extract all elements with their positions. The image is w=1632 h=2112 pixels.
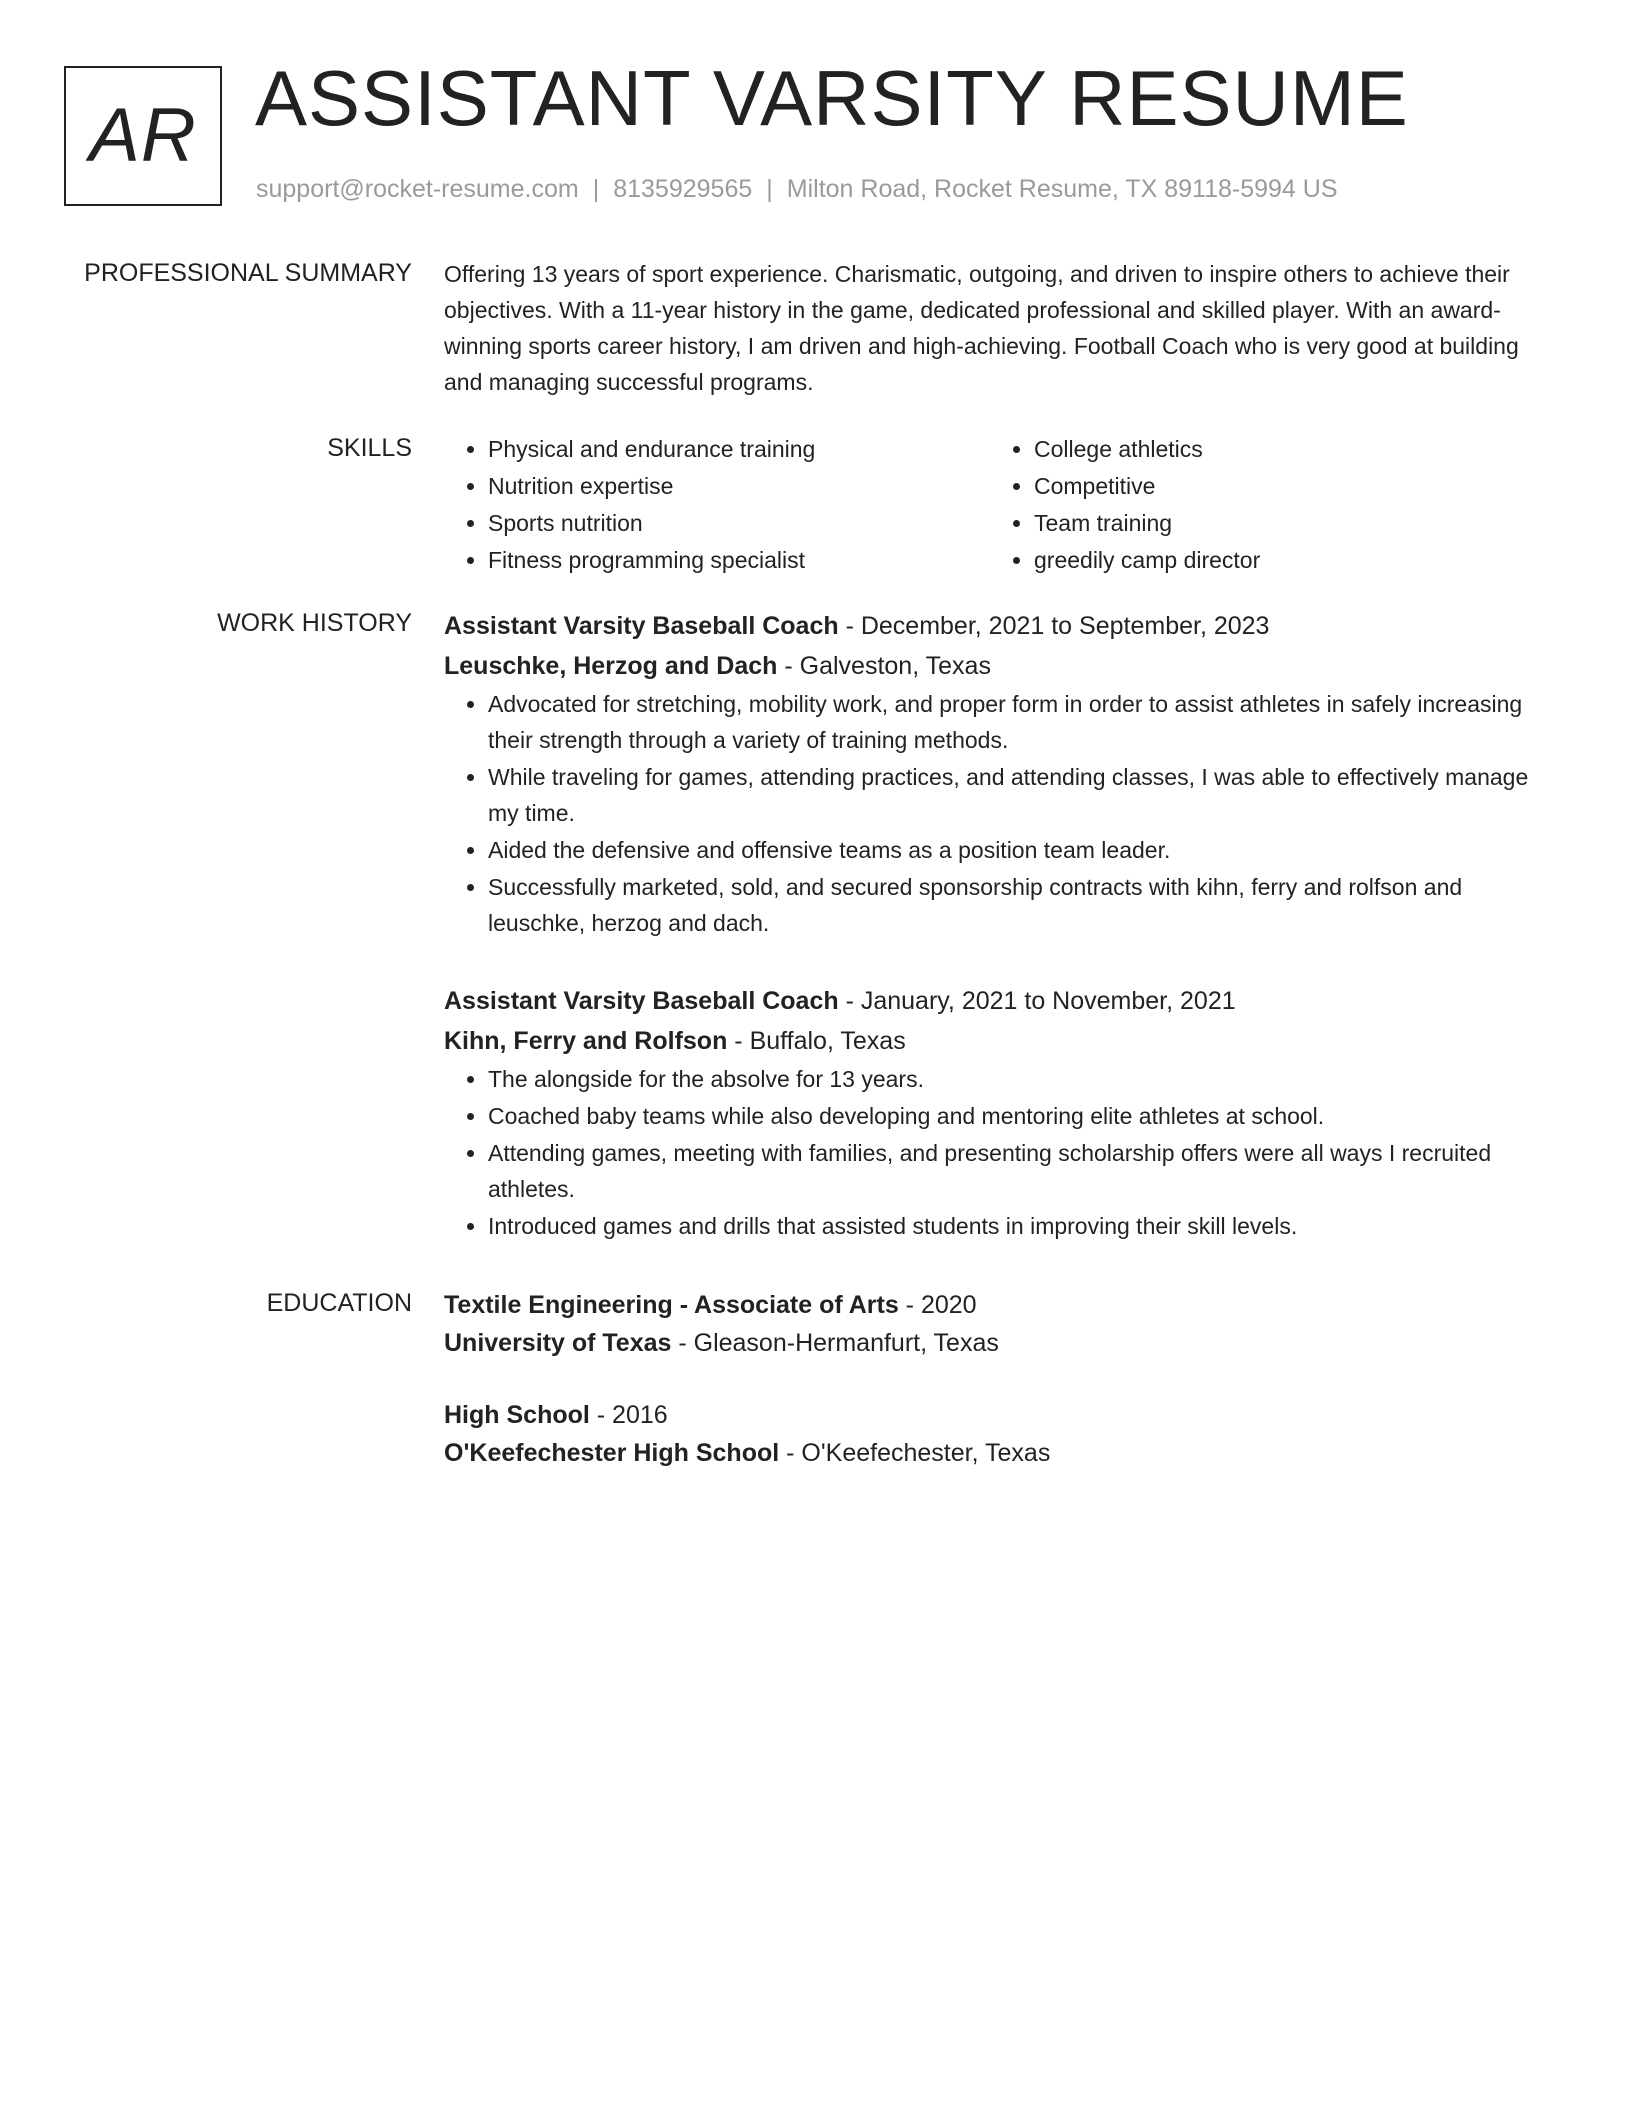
education-school-line [444, 1434, 1554, 1472]
contact-email: support@rocket-resume.com [256, 175, 579, 203]
section-label-work: WORK HISTORY [217, 609, 412, 637]
section-label-skills: SKILLS [327, 434, 412, 462]
job-location: - Buffalo, Texas [727, 1027, 906, 1055]
education-year: - 2016 [589, 1401, 668, 1429]
education-degree: High School [444, 1401, 590, 1429]
contact-separator: | [592, 175, 600, 203]
job-company-line [444, 1021, 1554, 1061]
job-bullet: • Aided the defensive and offensive teams as a position team leader. [488, 832, 1554, 868]
skill-item: • Fitness programming specialist [488, 542, 990, 578]
summary-text: Offering 13 years of sport experience. Charismatic, outgoing, and driven to inspire others to achieve their objectives. With a 11-year history in the game, dedicated professional and skilled player. With an award-winning sports career history, I am driven and high-achieving. Football Coach who is very good at building and managing successful programs. [444, 261, 1519, 395]
education-degree: Textile Engineering - Associate of Arts [444, 1291, 899, 1319]
education-location: - O'Keefechester, Texas [779, 1439, 1051, 1467]
education-body [444, 1286, 1554, 1472]
summary-body [444, 256, 1554, 400]
job-bullets [444, 1061, 1554, 1244]
job-location: - Galveston, Texas [777, 652, 991, 680]
job-bullet: • Attending games, meeting with families, and presenting scholarship offers were all ways I recruited athletes. [488, 1135, 1554, 1207]
section-label-summary: PROFESSIONAL SUMMARY [84, 259, 412, 287]
education-school: O'Keefechester High School [444, 1439, 780, 1467]
job-bullet: • The alongside for the absolve for 13 years. [488, 1061, 1554, 1097]
job-entry [444, 981, 1554, 1244]
job-bullet: • Advocated for stretching, mobility work, and proper form in order to assist athletes in safely increasing their strength through a variety of training methods. [488, 686, 1554, 758]
skills-column-right [990, 431, 1536, 579]
skill-item: • Team training [1034, 505, 1536, 541]
job-bullets [444, 686, 1554, 941]
education-location: - Gleason-Hermanfurt, Texas [671, 1329, 999, 1357]
resume-title: ASSISTANT VARSITY RESUME [255, 54, 1409, 142]
job-company: Kihn, Ferry and Rolfson [444, 1027, 728, 1055]
job-company: Leuschke, Herzog and Dach [444, 652, 778, 680]
job-dates: - January, 2021 to November, 2021 [838, 987, 1236, 1015]
job-entry [444, 606, 1554, 941]
education-school: University of Texas [444, 1329, 672, 1357]
skill-item: • greedily camp director [1034, 542, 1536, 578]
skill-item: • Nutrition expertise [488, 468, 990, 504]
contact-line [256, 172, 1338, 206]
contact-address: Milton Road, Rocket Resume, TX 89118-5994 US [786, 175, 1338, 203]
education-degree-line [444, 1396, 1554, 1434]
skill-item: • Competitive [1034, 468, 1536, 504]
contact-phone: 8135929565 [613, 175, 753, 203]
monogram-box [64, 66, 222, 206]
monogram-initials: AR [89, 93, 197, 178]
job-title-line [444, 606, 1554, 646]
job-title-line [444, 981, 1554, 1021]
skill-item: • College athletics [1034, 431, 1536, 467]
education-entry [444, 1286, 1554, 1362]
job-dates: - December, 2021 to September, 2023 [838, 612, 1270, 640]
section-label-education: EDUCATION [266, 1289, 412, 1317]
job-bullet: • While traveling for games, attending practices, and attending classes, I was able to effectively manage my time. [488, 759, 1554, 831]
education-year: - 2020 [898, 1291, 977, 1319]
skill-item: • Sports nutrition [488, 505, 990, 541]
job-company-line [444, 646, 1554, 686]
skills-grid [444, 431, 1554, 579]
job-title: Assistant Varsity Baseball Coach [444, 987, 839, 1015]
education-degree-line [444, 1286, 1554, 1324]
job-bullet: • Introduced games and drills that assisted students in improving their skill levels. [488, 1208, 1554, 1244]
work-history-body [444, 606, 1554, 1245]
education-entry [444, 1396, 1554, 1472]
education-school-line [444, 1324, 1554, 1362]
job-bullet: • Coached baby teams while also developing and mentoring elite athletes at school. [488, 1098, 1554, 1134]
skills-body [444, 431, 1554, 579]
contact-separator: | [766, 175, 773, 203]
job-title: Assistant Varsity Baseball Coach [444, 612, 839, 640]
skills-column-left [444, 431, 990, 579]
skill-item: • Physical and endurance training [488, 431, 990, 467]
job-bullet: • Successfully marketed, sold, and secured sponsorship contracts with kihn, ferry and rolfson and leuschke, herzog and dach. [488, 869, 1554, 941]
